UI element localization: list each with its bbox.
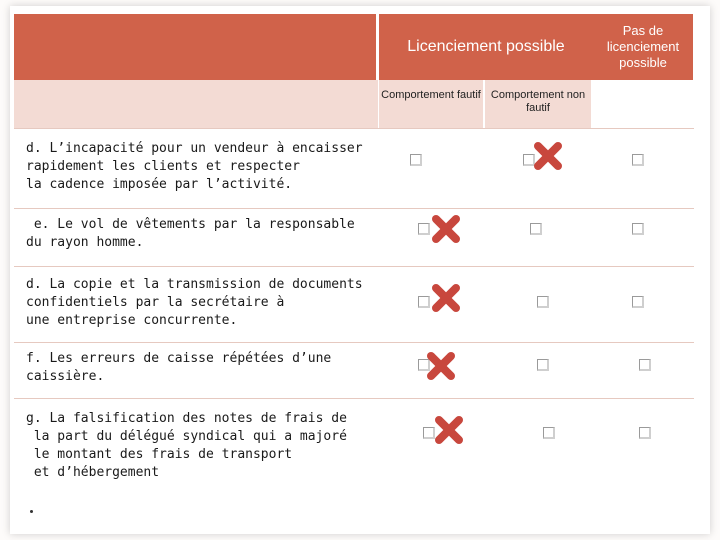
checkbox-fautif-case-1[interactable] <box>410 154 422 166</box>
case-text-3: d. La copie et la transmission de documents confidentiels par la secrétaire à une entreprise concurrente. <box>26 277 363 328</box>
checkbox-fautif-case-3[interactable] <box>418 296 430 308</box>
checkbox-fautif-case-2[interactable] <box>418 223 430 235</box>
subheader-comportement-non-fautif <box>485 80 591 128</box>
header-blank-cell <box>14 14 376 80</box>
row-divider <box>14 398 694 399</box>
header-possible-label: Licenciement possible <box>407 38 565 55</box>
row-divider <box>14 342 694 343</box>
checkbox-non-fautif-case-2[interactable] <box>530 223 542 235</box>
x-mark-icon <box>431 283 461 313</box>
x-mark-icon <box>434 415 464 445</box>
col-fautif-label: Comportement fautif <box>381 89 481 101</box>
row-divider <box>14 208 694 209</box>
header-licenciement-possible <box>379 14 593 80</box>
subheader-comportement-fautif <box>379 80 483 128</box>
col-non-fautif-label: Comportement non fautif <box>490 89 586 114</box>
case-text-2: e. Le vol de vêtements par la responsable du rayon homme. <box>26 217 355 250</box>
checkbox-pas-de-licenciement-case-5[interactable] <box>639 427 651 439</box>
x-mark-icon <box>431 214 461 244</box>
x-mark-icon <box>533 141 563 171</box>
subheader-blank-cell <box>14 80 378 128</box>
case-text-4: f. Les erreurs de caisse répétées d’une caissière. <box>26 351 332 384</box>
checkbox-pas-de-licenciement-case-2[interactable] <box>632 223 644 235</box>
case-text-5: g. La falsification des notes de frais de la part du délégué syndical qui a majoré le montant des frais de transport et d’hébergement <box>26 411 347 480</box>
checkbox-pas-de-licenciement-case-4[interactable] <box>639 359 651 371</box>
checkbox-pas-de-licenciement-case-3[interactable] <box>632 296 644 308</box>
row-divider <box>14 128 694 129</box>
checkbox-non-fautif-case-4[interactable] <box>537 359 549 371</box>
header-pas-de-licenciement <box>593 14 693 80</box>
checkbox-pas-de-licenciement-case-1[interactable] <box>632 154 644 166</box>
checkbox-non-fautif-case-3[interactable] <box>537 296 549 308</box>
checkbox-non-fautif-case-5[interactable] <box>543 427 555 439</box>
bullet-dot <box>30 510 33 513</box>
case-text-1: d. L’incapacité pour un vendeur à encaisser rapidement les clients et respecter la cadence imposée par l’activité. <box>26 141 363 192</box>
header-not-possible-label: Pas de licenciement possible <box>606 23 680 70</box>
row-divider <box>14 266 694 267</box>
x-mark-icon <box>426 351 456 381</box>
